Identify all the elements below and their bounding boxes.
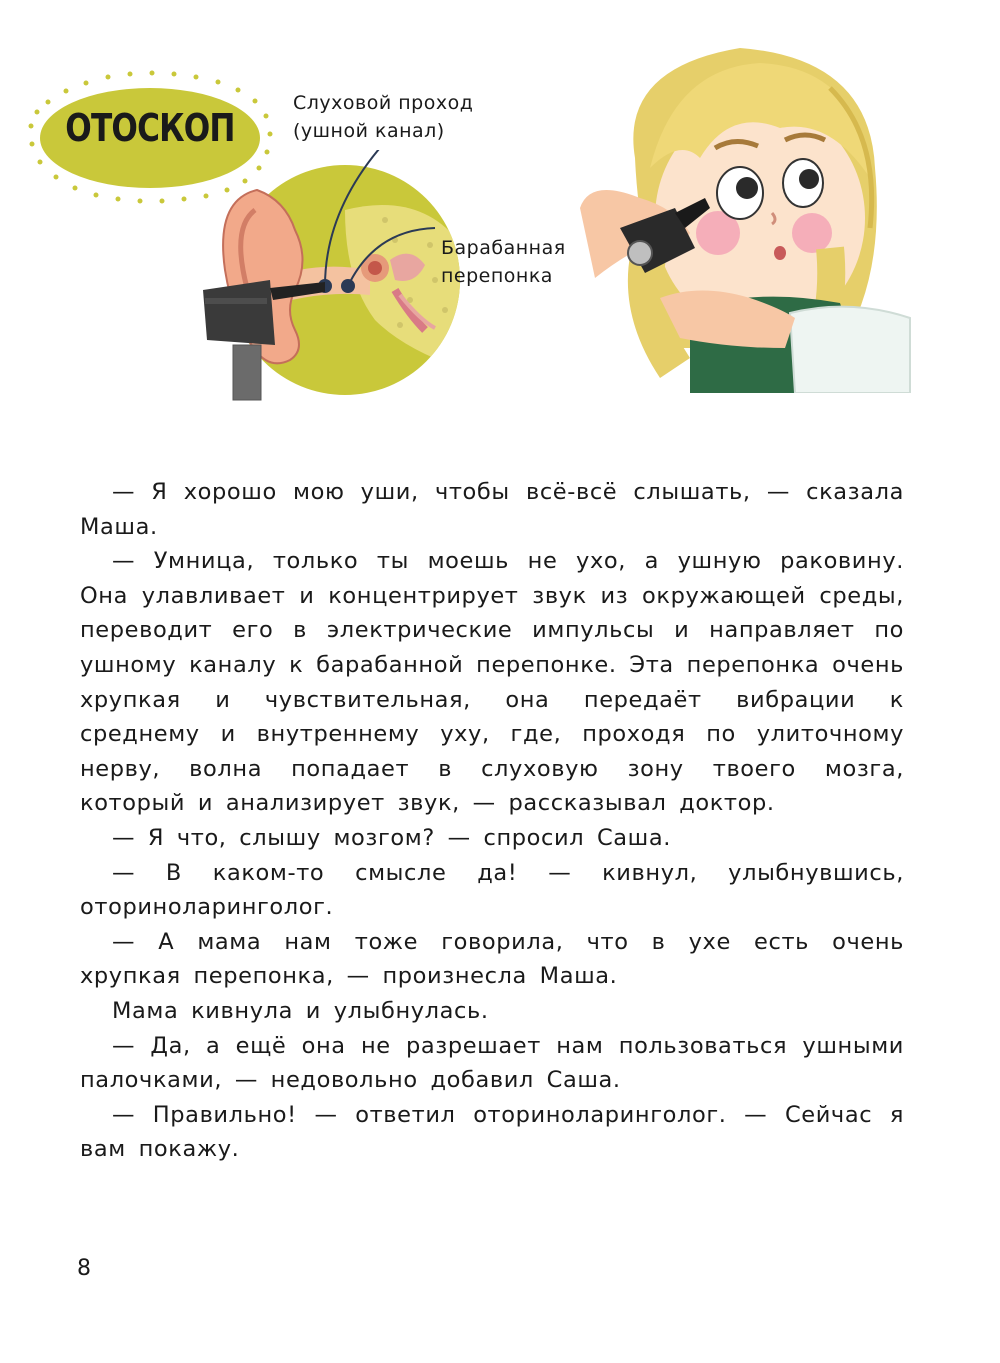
eardrum-label bbox=[441, 234, 566, 290]
page-number: 8 bbox=[77, 1256, 91, 1281]
eardrum-label-line2: перепонка bbox=[441, 265, 553, 287]
badge-title: ОТОСКОП bbox=[65, 106, 235, 150]
story-paragraph: — Умница, только ты моешь не ухо, а ушную раковину. Она улавливает и концентрирует звук из окружающей среды, переводит его в электрические импульсы и направляет по ушному каналу к барабанной перепонке. Эта перепонка очень хрупкая и чувствительная, она передаёт вибрации к среднему и внутреннему уху, где, проходя по улиточному нерву, волна попадает в слуховую зону твоего мозга, который и анализирует звук, — рассказывал доктор. bbox=[80, 548, 904, 817]
story-paragraph: Мама кивнула и улыбнулась. bbox=[112, 997, 489, 1024]
ear-canal-label bbox=[293, 89, 473, 145]
ear-anatomy-icon bbox=[195, 150, 465, 410]
story-text bbox=[80, 475, 904, 1167]
ear-canal-label-line2: (ушной канал) bbox=[293, 120, 445, 142]
story-paragraph: — Я что, слышу мозгом? — спросил Саша. bbox=[112, 824, 671, 851]
ear-canal-label-line1: Слуховой проход bbox=[293, 92, 474, 114]
eardrum-label-line1: Барабанная bbox=[441, 237, 566, 259]
story-paragraph: — Правильно! — ответил оториноларинголог. — Сейчас я вам покажу. bbox=[80, 1101, 904, 1163]
story-paragraph: — А мама нам тоже говорила, что в ухе есть очень хрупкая перепонка, — произнесла Маша. bbox=[80, 928, 904, 990]
story-paragraph: — Да, а ещё она не разрешает нам пользоваться ушными палочками, — недовольно добавил Саша. bbox=[80, 1032, 904, 1094]
story-paragraph: — Я хорошо мою уши, чтобы всё-всё слышать, — сказала Маша. bbox=[80, 479, 904, 540]
story-paragraph: — В каком-то смысле да! — кивнул, улыбнувшись, оториноларинголог. bbox=[80, 859, 904, 921]
girl-with-otoscope-icon bbox=[580, 48, 915, 393]
illustration-area bbox=[0, 0, 1000, 420]
